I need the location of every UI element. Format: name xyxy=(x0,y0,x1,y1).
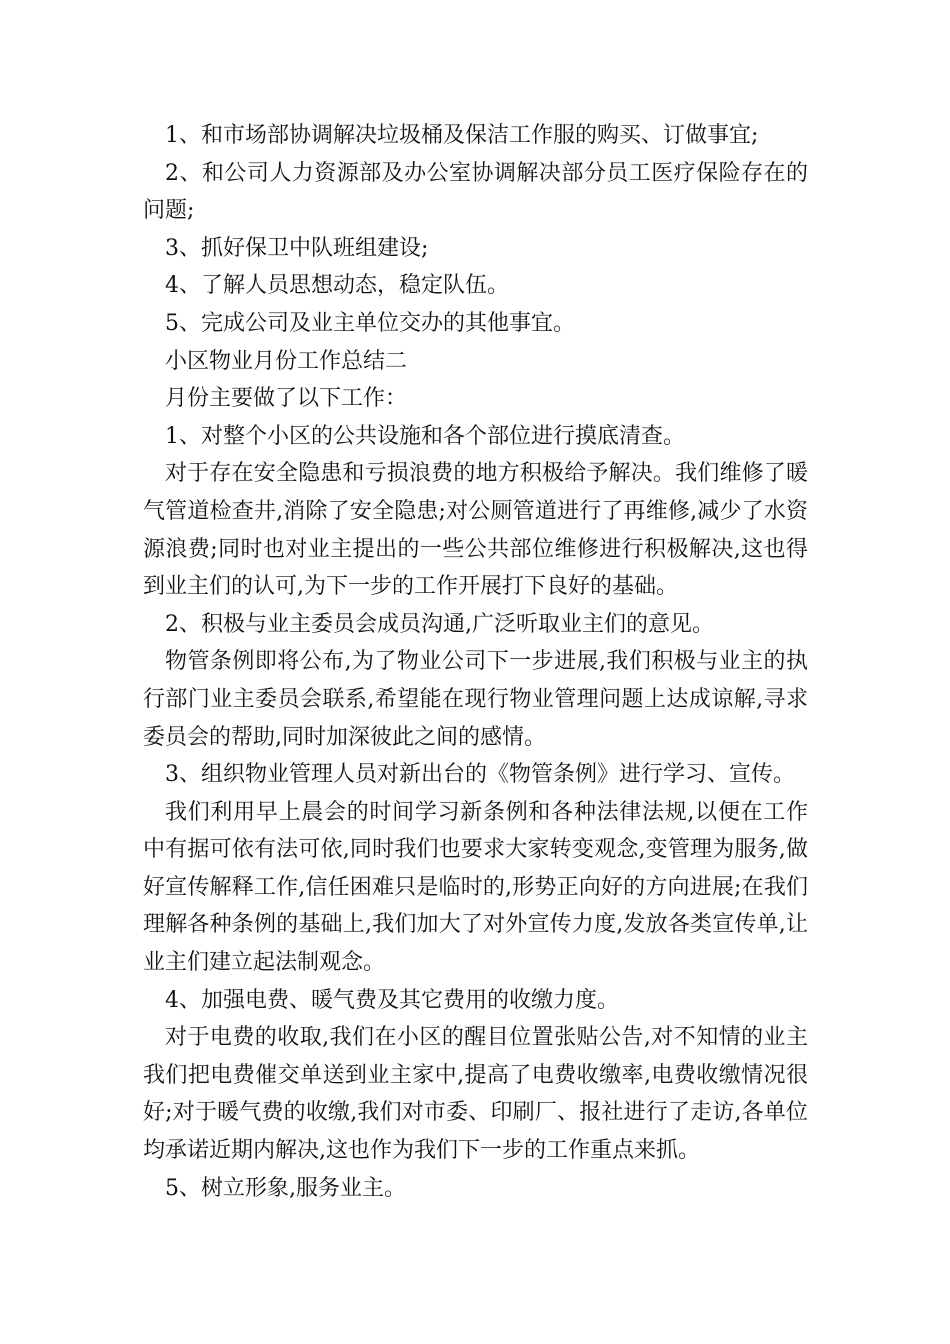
item-body-4: 对于电费的收取,我们在小区的醒目位置张贴公告,对不知情的业主我们把电费催交单送到业主家中,提高了电费收缴率,电费收缴情况很好;对于暖气费的收缴,我们对市委、印刷厂、报社进行了走访,各单位均承诺近期内解决,这也作为我们下一步的工作重点来抓。 xyxy=(143,1025,808,1164)
section-title: 小区物业月份工作总结二 xyxy=(165,348,408,374)
paragraph-task-1: 1、和市场部协调解决垃圾桶及保洁工作服的购买、订做事宜; xyxy=(165,123,759,148)
item-heading-5: 5、树立形象,服务业主。 xyxy=(165,1175,406,1201)
item-body-1: 对于存在安全隐患和亏损浪费的地方积极给予解决。我们维修了暖气管道检查井,消除了安全隐患;对公厕管道进行了再维修,减少了水资源浪费;同时也对业主提出的一些公共部位维修进行积极解决,这也得到业主们的认可,为下一步的工作开展打下良好的基础。 xyxy=(143,461,808,600)
document-body xyxy=(143,117,808,1207)
paragraph-task-3: 3、抓好保卫中队班组建设; xyxy=(165,235,429,261)
item-body-2: 物管条例即将公布,为了物业公司下一步进展,我们积极与业主的执行部门业主委员会联系,希望能在现行物业管理问题上达成谅解,寻求委员会的帮助,同时加深彼此之间的感情。 xyxy=(143,649,808,750)
item-heading-3: 3、组织物业管理人员对新出台的《物管条例》进行学习、宣传。 xyxy=(165,762,795,788)
paragraph-task-5: 5、完成公司及业主单位交办的其他事宜。 xyxy=(165,310,575,336)
paragraph-task-4: 4、了解人员思想动态，稳定队伍。 xyxy=(165,273,509,299)
item-heading-2: 2、积极与业主委员会成员沟通,广泛听取业主们的意见。 xyxy=(165,611,714,637)
item-body-3: 我们利用早上晨会的时间学习新条例和各种法律法规,以便在工作中有据可依有法可依,同时我们也要求大家转变观念,变管理为服务,做好宣传解释工作,信任困难只是临时的,形势正向好的方向进展;在我们理解各种条例的基础上,我们加大了对外宣传力度,发放各类宣传单,让业主们建立起法制观念。 xyxy=(143,799,808,976)
item-heading-4: 4、加强电费、暖气费及其它费用的收缴力度。 xyxy=(165,987,619,1013)
item-heading-1: 1、对整个小区的公共设施和各个部位进行摸底清查。 xyxy=(165,423,685,449)
section-intro: 月份主要做了以下工作： xyxy=(165,386,408,412)
paragraph-task-2: 2、和公司人力资源部及办公室协调解决部分员工医疗保险存在的问题; xyxy=(143,160,808,224)
